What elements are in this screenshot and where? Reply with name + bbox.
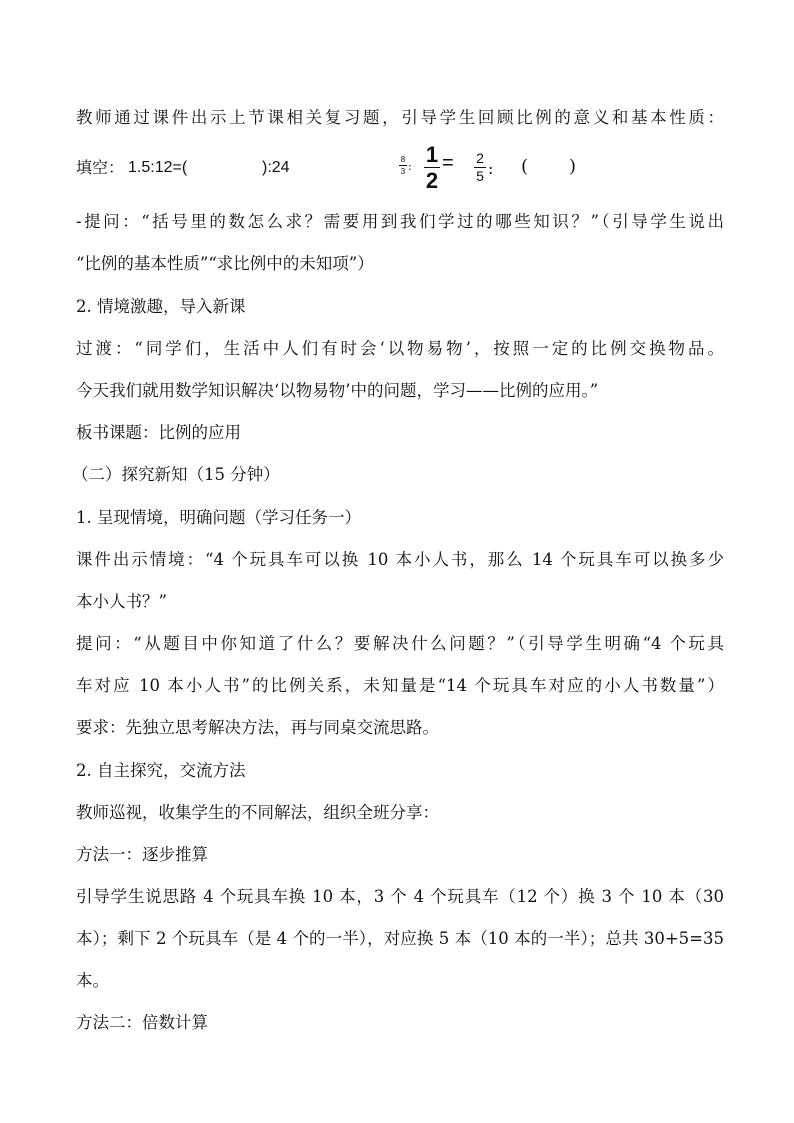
fraction-one-half: [424, 143, 440, 192]
paragraph-requirement: 要求：先独立思考解决方法，再与同桌交流思路。: [76, 718, 439, 737]
section-heading-situation: 2. 情境激趣，导入新课: [76, 297, 246, 316]
paragraph-prompt-line1: 提问：“从题目中你知道了什么？要解决什么问题？”（引导学生明确“4 个玩具: [76, 634, 724, 653]
paragraph-method-one-line1: 引导学生说思路 4 个玩具车换 10 本，3 个 4 个玩具车（12 个）换 3 个 10 本（30: [76, 887, 724, 906]
fill-label: 填空：: [76, 158, 125, 177]
paragraph-transition-line1: 过渡：“同学们，生活中人们有时会‘以物易物’，按照一定的比例交换物品。: [76, 339, 724, 358]
fraction-numerator: 1: [425, 142, 439, 167]
fraction-numerator: 2: [476, 150, 484, 166]
fraction-numerator: 8: [400, 155, 406, 164]
paragraph-review-intro: 教师通过课件出示上节课相关复习题，引导学生回顾比例的意义和基本性质：: [76, 108, 724, 127]
paragraph-board-title: 板书课题：比例的应用: [76, 423, 241, 442]
ratio-expression-left: 1.5:12=(: [128, 159, 188, 176]
fraction-denominator: 3: [400, 167, 406, 176]
fraction-denominator: 5: [476, 168, 484, 184]
paragraph-teacher-patrol: 教师巡视，收集学生的不同解法，组织全班分享：: [76, 803, 439, 822]
method-one-heading: 方法一：逐步推算: [76, 845, 208, 864]
ratio-colon: :: [408, 160, 412, 173]
blank-paren-left: (: [521, 156, 529, 177]
paragraph-method-one-line3: 本。: [76, 971, 109, 990]
ratio-expression-right: ):24: [262, 159, 290, 176]
paragraph-scenario-line1: 课件出示情境：“4 个玩具车可以换 10 本小人书，那么 14 个玩具车可以换多少: [76, 550, 724, 569]
equals-sign: =: [442, 152, 454, 174]
paragraph-scenario-line2: 本小人书？”: [76, 592, 167, 611]
section-heading-self-explore: 2. 自主探究，交流方法: [76, 761, 246, 780]
paragraph-method-one-line2: 本）；剩下 2 个玩具车（是 4 个的一半），对应换 5 本（10 本的一半）；总共 30+5=35: [76, 929, 724, 948]
blank-paren-right: ): [569, 156, 577, 177]
paragraph-question-line1: -提问：“括号里的数怎么求？需要用到我们学过的哪些知识？”（引导学生说出: [76, 212, 724, 231]
fraction-denominator: 2: [425, 168, 439, 193]
ratio-colon: :: [488, 159, 494, 178]
fraction-eight-thirds: [399, 155, 407, 176]
section-heading-explore: （二）探究新知（15 分钟）: [72, 465, 280, 484]
section-heading-task-one: 1. 呈现情境，明确问题（学习任务一）: [76, 508, 361, 527]
paragraph-prompt-line2: 车对应 10 本小人书”的比例关系，未知量是“14 个玩具车对应的小人书数量”）: [76, 676, 724, 695]
method-two-heading: 方法二：倍数计算: [76, 1013, 208, 1032]
fraction-two-fifths: [474, 151, 486, 184]
fraction-bar: [399, 165, 407, 166]
paragraph-transition-line2: 今天我们就用数学知识解决‘以物易物’中的问题，学习——比例的应用。”: [76, 381, 599, 400]
paragraph-question-line2: “比例的基本性质”“求比例中的未知项”）: [76, 254, 374, 273]
